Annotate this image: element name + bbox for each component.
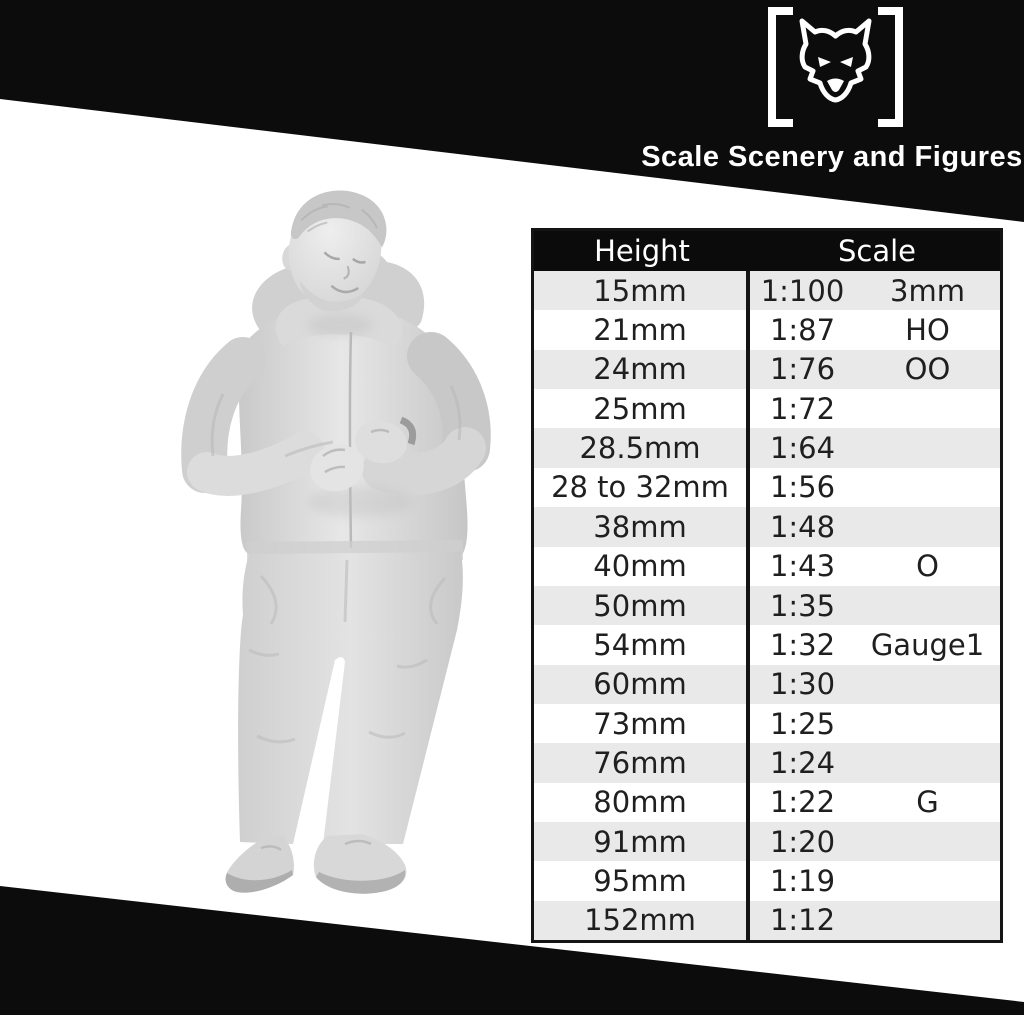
table-row: [534, 428, 1000, 467]
scale-ratio: 1:76: [769, 352, 836, 387]
gauge-label: O: [916, 549, 939, 584]
scale-ratio: 1:35: [769, 588, 836, 623]
left-bracket-icon: [772, 11, 793, 123]
scale-ratio: 1:22: [769, 785, 836, 820]
scale-ratio: 1:87: [769, 313, 836, 348]
scale-cell: [750, 428, 1000, 467]
gauge-label: OO: [904, 352, 951, 387]
height-cell: 80mm: [534, 783, 750, 822]
scale-cell: [750, 310, 1000, 349]
gauge-label: 3mm: [890, 273, 965, 308]
table-row: [534, 704, 1000, 743]
table-row: [534, 901, 1000, 940]
wolf-head-in-brackets-icon: [763, 5, 908, 129]
scale-cell: [750, 547, 1000, 586]
brand-text: Scale Scenery and Figures: [641, 141, 1023, 173]
scanned-man-figure: [165, 180, 505, 910]
height-cell: 73mm: [534, 704, 750, 743]
table-row: [534, 861, 1000, 900]
height-cell: 152mm: [534, 901, 750, 940]
scale-ratio: 1:25: [769, 706, 836, 741]
height-cell: 91mm: [534, 822, 750, 861]
height-cell: 24mm: [534, 350, 750, 389]
height-cell: 60mm: [534, 665, 750, 704]
table-row: [534, 547, 1000, 586]
height-cell: 21mm: [534, 310, 750, 349]
scale-cell: [750, 586, 1000, 625]
scale-column-header: Scale: [837, 234, 917, 268]
gauge-label: Gauge1: [870, 627, 985, 662]
height-cell: 76mm: [534, 743, 750, 782]
scale-ratio: 1:32: [769, 627, 836, 662]
scale-cell: [750, 743, 1000, 782]
table-row: [534, 389, 1000, 428]
table-header-row: [534, 231, 1000, 271]
gauge-label: G: [916, 785, 939, 820]
table-row: [534, 586, 1000, 625]
scale-ratio: 1:12: [769, 903, 836, 938]
scale-cell: [750, 468, 1000, 507]
scale-cell: [750, 901, 1000, 940]
scale-ratio: 1:19: [769, 864, 836, 899]
table-row: [534, 743, 1000, 782]
height-cell: 28 to 32mm: [534, 468, 750, 507]
table-row: [534, 822, 1000, 861]
scale-cell: [750, 625, 1000, 664]
scale-ratio: 1:72: [769, 391, 836, 426]
scale-conversion-table: [531, 228, 1003, 943]
scale-cell: [750, 861, 1000, 900]
scale-ratio: 1:20: [769, 824, 836, 859]
scale-cell: [750, 271, 1000, 310]
height-cell: 54mm: [534, 625, 750, 664]
wolf-head-icon: [802, 21, 869, 100]
scale-ratio: 1:56: [769, 470, 836, 505]
table-row: [534, 625, 1000, 664]
scale-ratio: 1:30: [769, 667, 836, 702]
scale-ratio: 1:43: [769, 549, 836, 584]
height-cell: 25mm: [534, 389, 750, 428]
height-cell: 50mm: [534, 586, 750, 625]
scale-table-rows: [534, 271, 1000, 940]
table-row: [534, 507, 1000, 546]
table-row: [534, 783, 1000, 822]
scale-cell: [750, 665, 1000, 704]
scale-ratio: 1:100: [760, 273, 845, 308]
scale-cell: [750, 704, 1000, 743]
scale-ratio: 1:48: [769, 509, 836, 544]
height-cell: 40mm: [534, 547, 750, 586]
table-row: [534, 665, 1000, 704]
height-cell: 15mm: [534, 271, 750, 310]
scale-cell: [750, 389, 1000, 428]
scale-cell: [750, 783, 1000, 822]
height-cell: 38mm: [534, 507, 750, 546]
table-row: [534, 350, 1000, 389]
gauge-label: HO: [905, 313, 950, 348]
table-row: [534, 468, 1000, 507]
scale-cell: [750, 822, 1000, 861]
height-cell: 28.5mm: [534, 428, 750, 467]
right-bracket-icon: [878, 11, 899, 123]
table-row: [534, 271, 1000, 310]
scale-ratio: 1:24: [769, 745, 836, 780]
scale-cell: [750, 350, 1000, 389]
scale-cell: [750, 507, 1000, 546]
height-column-header: Height: [534, 234, 754, 268]
scale-ratio: 1:64: [769, 431, 836, 466]
height-cell: 95mm: [534, 861, 750, 900]
table-row: [534, 310, 1000, 349]
